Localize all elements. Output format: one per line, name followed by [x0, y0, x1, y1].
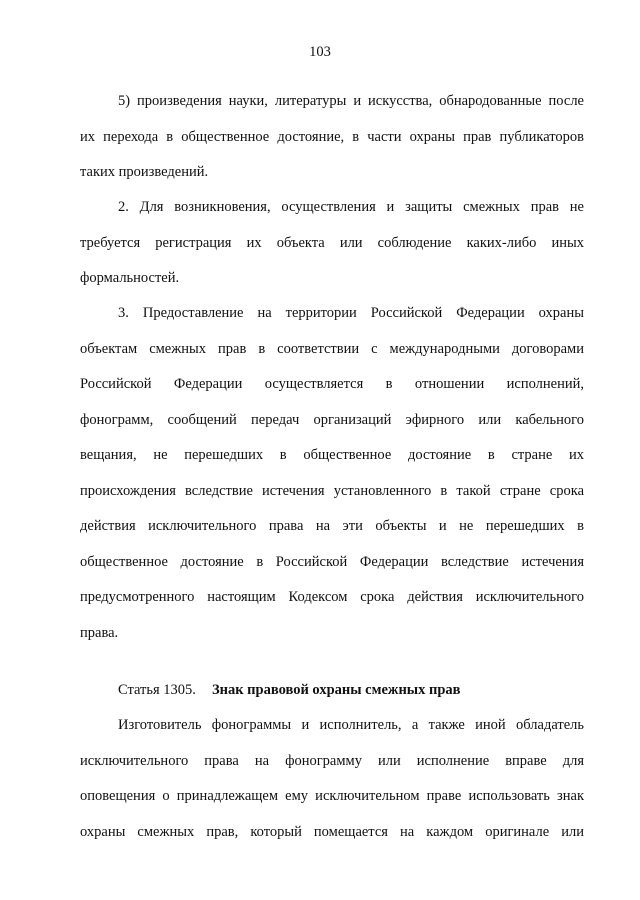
- text-line: общественное достояние в Российской Федерации вследствие истечения: [80, 553, 584, 570]
- text-line: их перехода в общественное достояние, в части охраны прав публикаторов: [80, 128, 584, 145]
- article-title: Знак правовой охраны смежных прав: [211, 682, 461, 698]
- text-line: права.: [80, 624, 119, 641]
- text-line: оповещения о принадлежащем ему исключительном праве использовать знак: [80, 788, 584, 804]
- text-line: 2. Для возникновения, осуществления и защиты смежных прав не: [118, 199, 584, 215]
- text-line: вещания, не перешедших в общественное достояние в стране их: [80, 447, 584, 463]
- text-line: объектам смежных прав в соответствии с международными договорами: [80, 340, 584, 357]
- paragraph-item-5: [80, 84, 584, 191]
- text-line: требуется регистрация их объекта или соблюдение каких-либо иных: [80, 234, 584, 251]
- text-line: 3. Предоставление на территории Российской Федерации охраны: [118, 305, 584, 321]
- text-line: Изготовитель фонограммы и исполнитель, а также иной обладатель: [118, 717, 584, 733]
- paragraph-3: [80, 296, 584, 651]
- text-line: 5) произведения науки, литературы и искусства, обнародованные после: [118, 93, 584, 109]
- text-line: Российской Федерации осуществляется в отношении исполнений,: [80, 376, 584, 392]
- article-number: Статья 1305.: [118, 682, 196, 698]
- text-line: происхождения вследствие истечения установленного в такой стране срока: [80, 482, 584, 499]
- text-line: предусмотренного настоящим Кодексом срока действия исключительного: [80, 589, 584, 605]
- text-line: исключительного права на фонограмму или исполнение вправе для: [80, 752, 584, 769]
- article-heading: [118, 680, 461, 700]
- text-line: действия исключительного права на эти объекты и не перешедших в: [80, 518, 584, 534]
- text-line: формальностей.: [80, 270, 180, 286]
- paragraph-2: [80, 190, 584, 297]
- text-line: таких произведений.: [80, 164, 209, 180]
- article-paragraph: [80, 708, 584, 850]
- page-number: 103: [309, 44, 331, 60]
- text-line: фонограмм, сообщений передач организаций эфирного или кабельного: [80, 411, 584, 428]
- text-line: охраны смежных прав, который помещается на каждом оригинале или: [80, 823, 584, 840]
